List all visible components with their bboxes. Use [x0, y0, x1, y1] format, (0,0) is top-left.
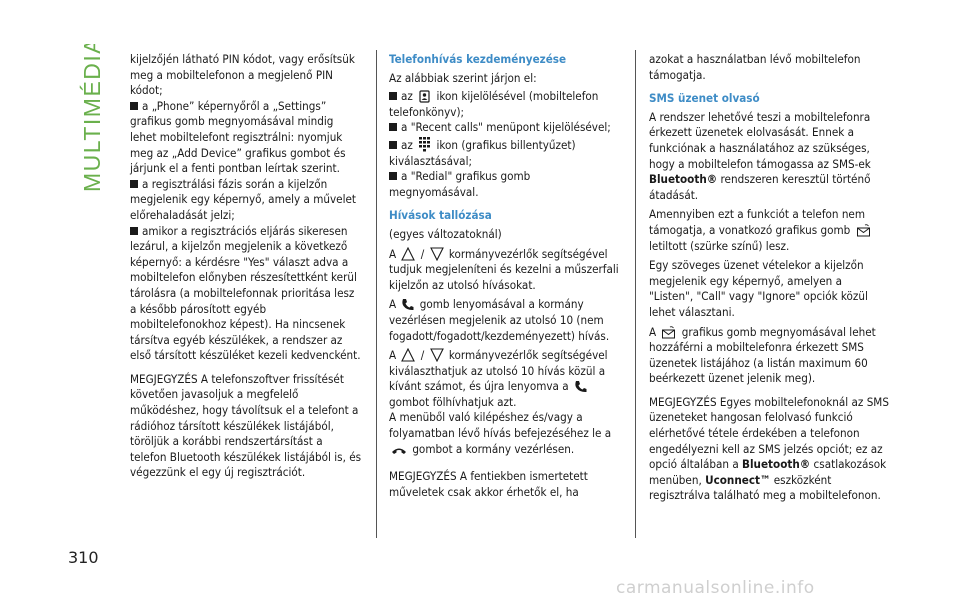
phone-icon	[574, 380, 587, 393]
paragraph: A grafikus gomb megnyomásával lehet hozzáférni a mobiltelefonra érkezett SMS üzenetek listájához (a listán maximum 60 beérkezett üzenet jelenik meg).	[649, 324, 876, 386]
paragraph: A menüből való kilépéshez és/vagy a folyamatban lévő hívás befejezéséhez le a gombot a kormány vezérlésen.	[389, 410, 612, 456]
column-1	[130, 52, 362, 481]
phonebook-icon	[418, 90, 431, 103]
column-divider-1	[376, 50, 377, 538]
bullet-square-icon	[389, 141, 397, 149]
bullet-item: a „Phone” képernyőről a „Settings” grafikus gomb megnyomásával mindig lehet mobiltelefont regisztrálni: nyomjuk meg az „Add Device” grafikus gombot és járjunk el a fenti pontban leírtak szerint.	[130, 98, 346, 176]
section-title-vertical	[62, 44, 112, 192]
paragraph: A gomb lenyomásával a kormány vezérlésen megjelenik az utolsó 10 (nem fogadott/fogadott/kezdeményezett) hívás.	[389, 297, 610, 343]
down-arrow-icon	[430, 247, 444, 261]
bullet-square-icon	[130, 227, 138, 235]
sms-message-icon	[856, 224, 871, 237]
paragraph: azokat a használatban lévő mobiltelefon támogatja.	[649, 52, 861, 82]
section-title-svg	[62, 44, 112, 192]
note-paragraph: MEGJEGYZÉS Egyes mobiltelefonoknál az SMS üzeneteket hangosan felolvasó funkció elérhetővé tétele érdekében a telefonon engedélyezni kell az SMS jelzés opciót; ez az opció általában a Bluetooth® csatlakozások menüben, Uconnect™ eszközként regisztrálva található meg a mobiltelefonon.	[649, 394, 889, 503]
keypad-icon	[418, 136, 431, 152]
bullet-item: a "Recent calls" menüpont kijelölésével;	[389, 120, 621, 136]
up-arrow-icon	[401, 247, 415, 261]
bullet-item: az ikon (grafikus billentyűzet) kiválasztásával;	[389, 137, 576, 168]
paragraph: Egy szöveges üzenet vételekor a kijelzőn megjelenik egy képernyő, amelyen a "Listen", "Call" vagy "Ignore" opciók közül lehet választani.	[649, 258, 868, 319]
heading-call: Telefonhívás kezdeményezése	[389, 52, 567, 66]
column-divider-2	[635, 50, 636, 538]
bullet-item: a regisztrálási fázis során a kijelzőn megjelenik egy képernyő, amely a művelet előrehaladását jelzi;	[130, 176, 357, 222]
paragraph: A / kormányvezérlők segítségével kiválaszthatjuk az utolsó 10 hívás közül a kívánt számot, és újra lenyomva a gombot fölhívhatjuk azt.	[389, 348, 608, 409]
bullet-item: a "Redial" grafikus gomb megnyomásával.	[389, 169, 531, 199]
down-arrow-icon	[430, 348, 444, 362]
paragraph: A / kormányvezérlők segítségével tudjuk megjeleníteni és kezelni a műszerfali kijelzőn az utolsó hívásokat.	[389, 246, 619, 292]
bullet-item: az ikon kijelölésével (mobiltelefon telefonkönyv);	[389, 89, 599, 119]
page-number: 310	[68, 548, 99, 567]
section-title: MULTIMÉDIA	[79, 44, 105, 192]
watermark: carmanualsonline.info	[616, 578, 815, 598]
note-paragraph: MEGJEGYZÉS A fentiekben ismertetett műveletek csak akkor érhetők el, ha	[389, 469, 588, 499]
paragraph: (egyes változatoknál)	[389, 226, 502, 241]
column-3	[649, 52, 889, 504]
bullet-square-icon	[130, 102, 138, 110]
paragraph: kijelzőjén látható PIN kódot, vagy erősítsük meg a mobiltelefonon a megjelenő PIN kódot;	[130, 52, 355, 98]
note-paragraph: MEGJEGYZÉS A telefonszoftver frissítését követően javasoljuk a megfelelő működéshez, hogy távolítsuk el a telefont a rádióhoz társított készülékek listájából, töröljük a korábbi rendszertársítást a telefon Bluetooth készülékek listájából is, és végezzünk el egy új regisztrációt.	[130, 371, 362, 480]
hang-up-icon	[391, 446, 407, 456]
bullet-item: amikor a regisztrációs eljárás sikeresen lezárul, a kijelzőn megjelenik a következő képernyő: a kérdésre "Yes" választ adva a mobiltelefon előnyben részesítettként kerül tárolásra (a mobiltelefonnak prioritása lesz a később párosított egyéb mobiltelefonokhoz képest). Ha nincsenek társítva egyéb készülékek, a rendszer az első társított készüléket kezeli kedvencként.	[130, 223, 361, 363]
phone-icon	[401, 298, 414, 311]
heading-browse: Hívások tallózása	[389, 208, 492, 223]
up-arrow-icon	[401, 348, 415, 362]
bullet-square-icon	[389, 123, 397, 131]
paragraph: Amennyiben ezt a funkciót a telefon nem támogatja, a vonatkozó grafikus gomb letiltott (szürke színű) lesz.	[649, 207, 889, 254]
bullet-square-icon	[389, 172, 397, 180]
heading-sms: SMS üzenet olvasó	[649, 91, 760, 106]
bullet-square-icon	[130, 180, 138, 188]
paragraph: A rendszer lehetővé teszi a mobiltelefonra érkezett üzenetek elolvasását. Ennek a funkciónak a használatához az szükséges, hogy a mobiltelefon támogassa az SMS-ek Bluetooth® rendszeren keresztül történő átadását.	[649, 109, 871, 202]
sms-message-icon	[661, 326, 676, 339]
bullet-square-icon	[389, 92, 397, 100]
paragraph: Az alábbiak szerint járjon el:	[389, 70, 537, 85]
column-2	[389, 52, 621, 500]
